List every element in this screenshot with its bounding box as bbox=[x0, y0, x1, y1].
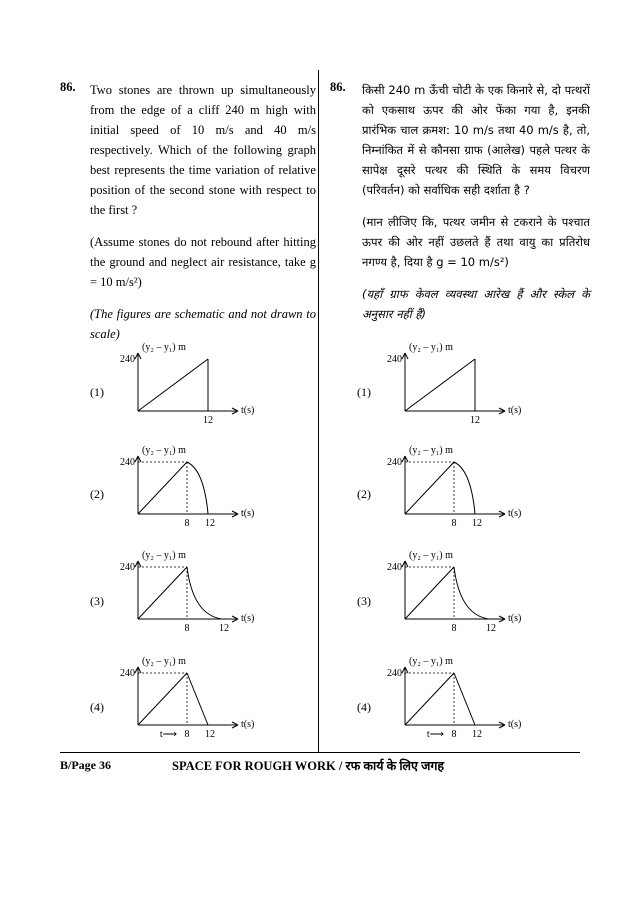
question-number: 86. bbox=[60, 80, 76, 94]
option-2-label-hindi[interactable]: (2) bbox=[357, 487, 371, 501]
assumption-english: (Assume stones do not rebound after hitting the ground and neglect air resistance, take g = 10 m/s²) bbox=[90, 235, 316, 289]
curve-fall-linear bbox=[454, 673, 475, 725]
y-axis-label: (y₂ – y₁) m bbox=[142, 656, 186, 667]
curve-rise bbox=[138, 673, 187, 725]
graph-hindi-option-4 bbox=[385, 647, 545, 742]
column-divider bbox=[318, 70, 319, 752]
t-arrow-label: t⟶ bbox=[426, 729, 444, 740]
x-axis-label: t(s) bbox=[508, 613, 522, 624]
graph-english-option-2 bbox=[118, 436, 278, 531]
curve-rise bbox=[405, 673, 454, 725]
y-axis-label: (y₂ – y₁) m bbox=[409, 342, 453, 353]
note-english: (The figures are schematic and not drawn to scale) bbox=[90, 307, 316, 341]
tick-8: 8 bbox=[184, 729, 190, 740]
y-axis-label: (y₂ – y₁) m bbox=[409, 656, 453, 667]
x-axis-label: t(s) bbox=[241, 508, 255, 519]
curve-fall-concave bbox=[187, 462, 208, 514]
question-stem-hindi: किसी 240 m ऊँची चोटी के एक किनारे से, दो पत्थरों को एकसाथ ऊपर की ओर फेंका गया है, इनकी प्रारंभिक चाल क्रमश: 10 m/s तथा 40 m/s है, तो, निम्नांकित में से कौनसा ग्राफ (आलेख) पहले पत्थर के सापेक्ष दूसरे पत्थर की स्थिति के समय विचरण (परिवर्तन) को सर्वाधिक सही दर्शाता है ? bbox=[362, 83, 590, 197]
tick-8: 8 bbox=[184, 623, 190, 634]
tick-8: 8 bbox=[451, 518, 457, 529]
y-value-240: 240 bbox=[387, 354, 402, 365]
y-value-240: 240 bbox=[387, 457, 402, 468]
x-axis-label: t(s) bbox=[241, 613, 255, 624]
curve-rise bbox=[138, 359, 208, 411]
curve-rise bbox=[138, 567, 187, 619]
y-axis-label: (y₂ – y₁) m bbox=[409, 550, 453, 561]
tick-12: 12 bbox=[472, 729, 482, 740]
graph-english-option-3 bbox=[118, 541, 278, 636]
question-stem-english: Two stones are thrown up simultaneously from the edge of a cliff 240 m high with initial speed of 10 m/s and 40 m/s respectively. Which of the following graph best represents the time variation of relative position of the second stone with respect to the first ? bbox=[90, 83, 316, 217]
tick-12: 12 bbox=[203, 415, 213, 426]
y-axis-label: (y₂ – y₁) m bbox=[142, 550, 186, 561]
question-body-hindi bbox=[362, 80, 590, 336]
graph-hindi-option-2 bbox=[385, 436, 545, 531]
option-2-label[interactable]: (2) bbox=[90, 487, 104, 501]
y-axis-label: (y₂ – y₁) m bbox=[142, 445, 186, 456]
rough-work-label: SPACE FOR ROUGH WORK / रफ कार्य के लिए जगह bbox=[172, 759, 445, 773]
tick-8: 8 bbox=[451, 729, 457, 740]
page-number: B/Page 36 bbox=[60, 758, 111, 772]
option-1-label[interactable]: (1) bbox=[90, 385, 104, 399]
x-axis-label: t(s) bbox=[241, 405, 255, 416]
curve-rise bbox=[405, 462, 454, 514]
graph-english-option-1 bbox=[118, 333, 278, 428]
x-axis-label: t(s) bbox=[508, 508, 522, 519]
curve-fall-concave bbox=[454, 462, 475, 514]
y-value-240: 240 bbox=[120, 562, 135, 573]
curve-rise bbox=[138, 462, 187, 514]
tick-12: 12 bbox=[472, 518, 482, 529]
curve-fall-convex bbox=[187, 567, 222, 619]
graph-hindi-option-3 bbox=[385, 541, 545, 636]
assumption-hindi: (मान लीजिए कि, पत्थर जमीन से टकराने के पश्चात ऊपर की ओर नहीं उछलते हैं तथा वायु का प्रतिरोध नगण्य है, दिया है g = 10 m/s²) bbox=[362, 215, 590, 269]
x-axis-label: t(s) bbox=[508, 719, 522, 730]
graph-english-option-4 bbox=[118, 647, 278, 742]
footer-rule bbox=[60, 752, 580, 753]
question-number-hindi: 86. bbox=[330, 80, 346, 94]
y-value-240: 240 bbox=[120, 354, 135, 365]
curve-rise bbox=[405, 359, 475, 411]
tick-12: 12 bbox=[205, 729, 215, 740]
tick-12: 12 bbox=[486, 623, 496, 634]
y-axis-label: (y₂ – y₁) m bbox=[142, 342, 186, 353]
tick-12: 12 bbox=[219, 623, 229, 634]
option-3-label-hindi[interactable]: (3) bbox=[357, 594, 371, 608]
option-4-label[interactable]: (4) bbox=[90, 700, 104, 714]
x-axis-label: t(s) bbox=[508, 405, 522, 416]
curve-rise bbox=[405, 567, 454, 619]
y-value-240: 240 bbox=[120, 457, 135, 468]
question-body-english bbox=[90, 80, 316, 356]
option-3-label[interactable]: (3) bbox=[90, 594, 104, 608]
x-axis-label: t(s) bbox=[241, 719, 255, 730]
note-hindi: (यहाँ ग्राफ केवल व्यवस्था आरेख हैं और स्केल के अनुसार नहीं हैं) bbox=[362, 287, 590, 321]
option-1-label-hindi[interactable]: (1) bbox=[357, 385, 371, 399]
y-axis-label: (y₂ – y₁) m bbox=[409, 445, 453, 456]
tick-8: 8 bbox=[451, 623, 457, 634]
t-arrow-label: t⟶ bbox=[159, 729, 177, 740]
tick-12: 12 bbox=[470, 415, 480, 426]
y-value-240: 240 bbox=[120, 668, 135, 679]
graph-hindi-option-1 bbox=[385, 333, 545, 428]
curve-fall-linear bbox=[187, 673, 208, 725]
y-value-240: 240 bbox=[387, 668, 402, 679]
tick-12: 12 bbox=[205, 518, 215, 529]
y-value-240: 240 bbox=[387, 562, 402, 573]
tick-8: 8 bbox=[184, 518, 190, 529]
option-4-label-hindi[interactable]: (4) bbox=[357, 700, 371, 714]
curve-fall-convex bbox=[454, 567, 489, 619]
